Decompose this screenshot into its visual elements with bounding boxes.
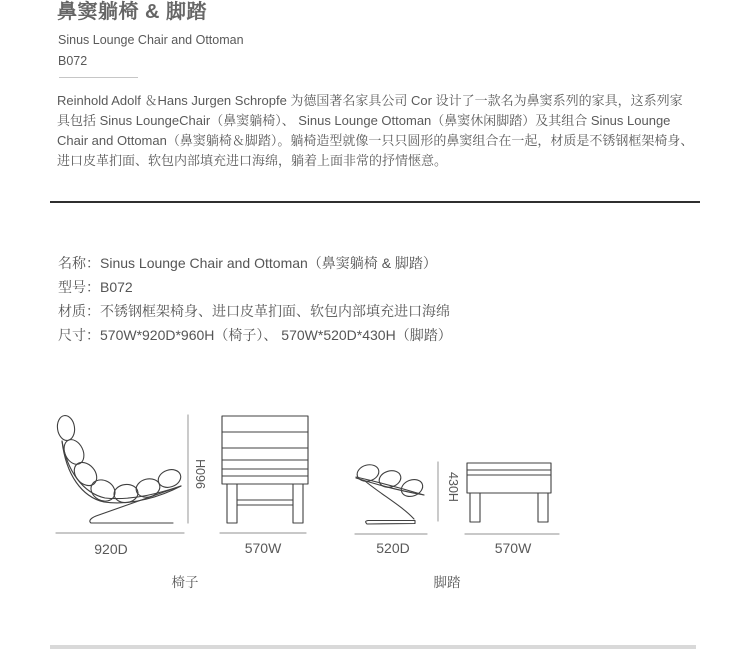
spec-name: 名称：Sinus Lounge Chair and Ottoman（鼻窦躺椅 & 脚踏） [58, 255, 437, 271]
page-title: 鼻窦躺椅 & 脚踏 [57, 1, 208, 23]
bottom-divider [50, 645, 696, 649]
product-description: Reinhold Adolf ＆Hans Jurgen Schropfe 为德国著名家具公司 Cor 设计了一款名为鼻窦系列的家具，这系列家具包括 Sinus LoungeChair（鼻窦躺椅）、 Sinus Lounge Ottoman（鼻窦休闲脚踏）及其组合 Sinus Lounge Chair and Ottoman（鼻窦躺椅＆脚踏）。躺椅造型就像一只只圆形的鼻窦组合在一起，材质是不锈钢框架椅身、进口皮革扪面、软包内部填充进口海绵，躺着上面非常的抒情惬意。 [57, 93, 694, 168]
spec-material: 材质：不锈钢框架椅身、进口皮革扪面、软包内部填充进口海绵 [58, 303, 450, 319]
spec-size: 尺寸：570W*920D*960H（椅子）、 570W*520D*430H（脚踏） [58, 327, 452, 343]
chair-side-view-drawing [56, 414, 183, 523]
ottoman-side-view-drawing [355, 462, 425, 524]
spec-list [58, 251, 452, 347]
chair-depth-dim-label: 920D [94, 541, 128, 557]
chair-width-dim-label: 570W [244, 540, 282, 556]
spec-model: 型号：B072 [58, 279, 133, 295]
technical-drawings [50, 405, 570, 540]
chair-height-dim-label: 960H [194, 459, 208, 489]
ottoman-figure-label: 脚踏 [433, 575, 461, 590]
ottoman-front-view-drawing [467, 463, 551, 522]
ottoman-height-dim-label: 430H [446, 472, 460, 502]
section-divider [50, 201, 700, 203]
product-model: B072 [58, 54, 88, 68]
chair-figure-label: 椅子 [171, 575, 199, 590]
chair-front-view-drawing [222, 416, 308, 523]
ottoman-depth-dim-label: 520D [376, 540, 410, 556]
title-underline [59, 77, 138, 78]
ottoman-width-dim-label: 570W [494, 540, 532, 556]
product-name-en: Sinus Lounge Chair and Ottoman [58, 33, 244, 47]
